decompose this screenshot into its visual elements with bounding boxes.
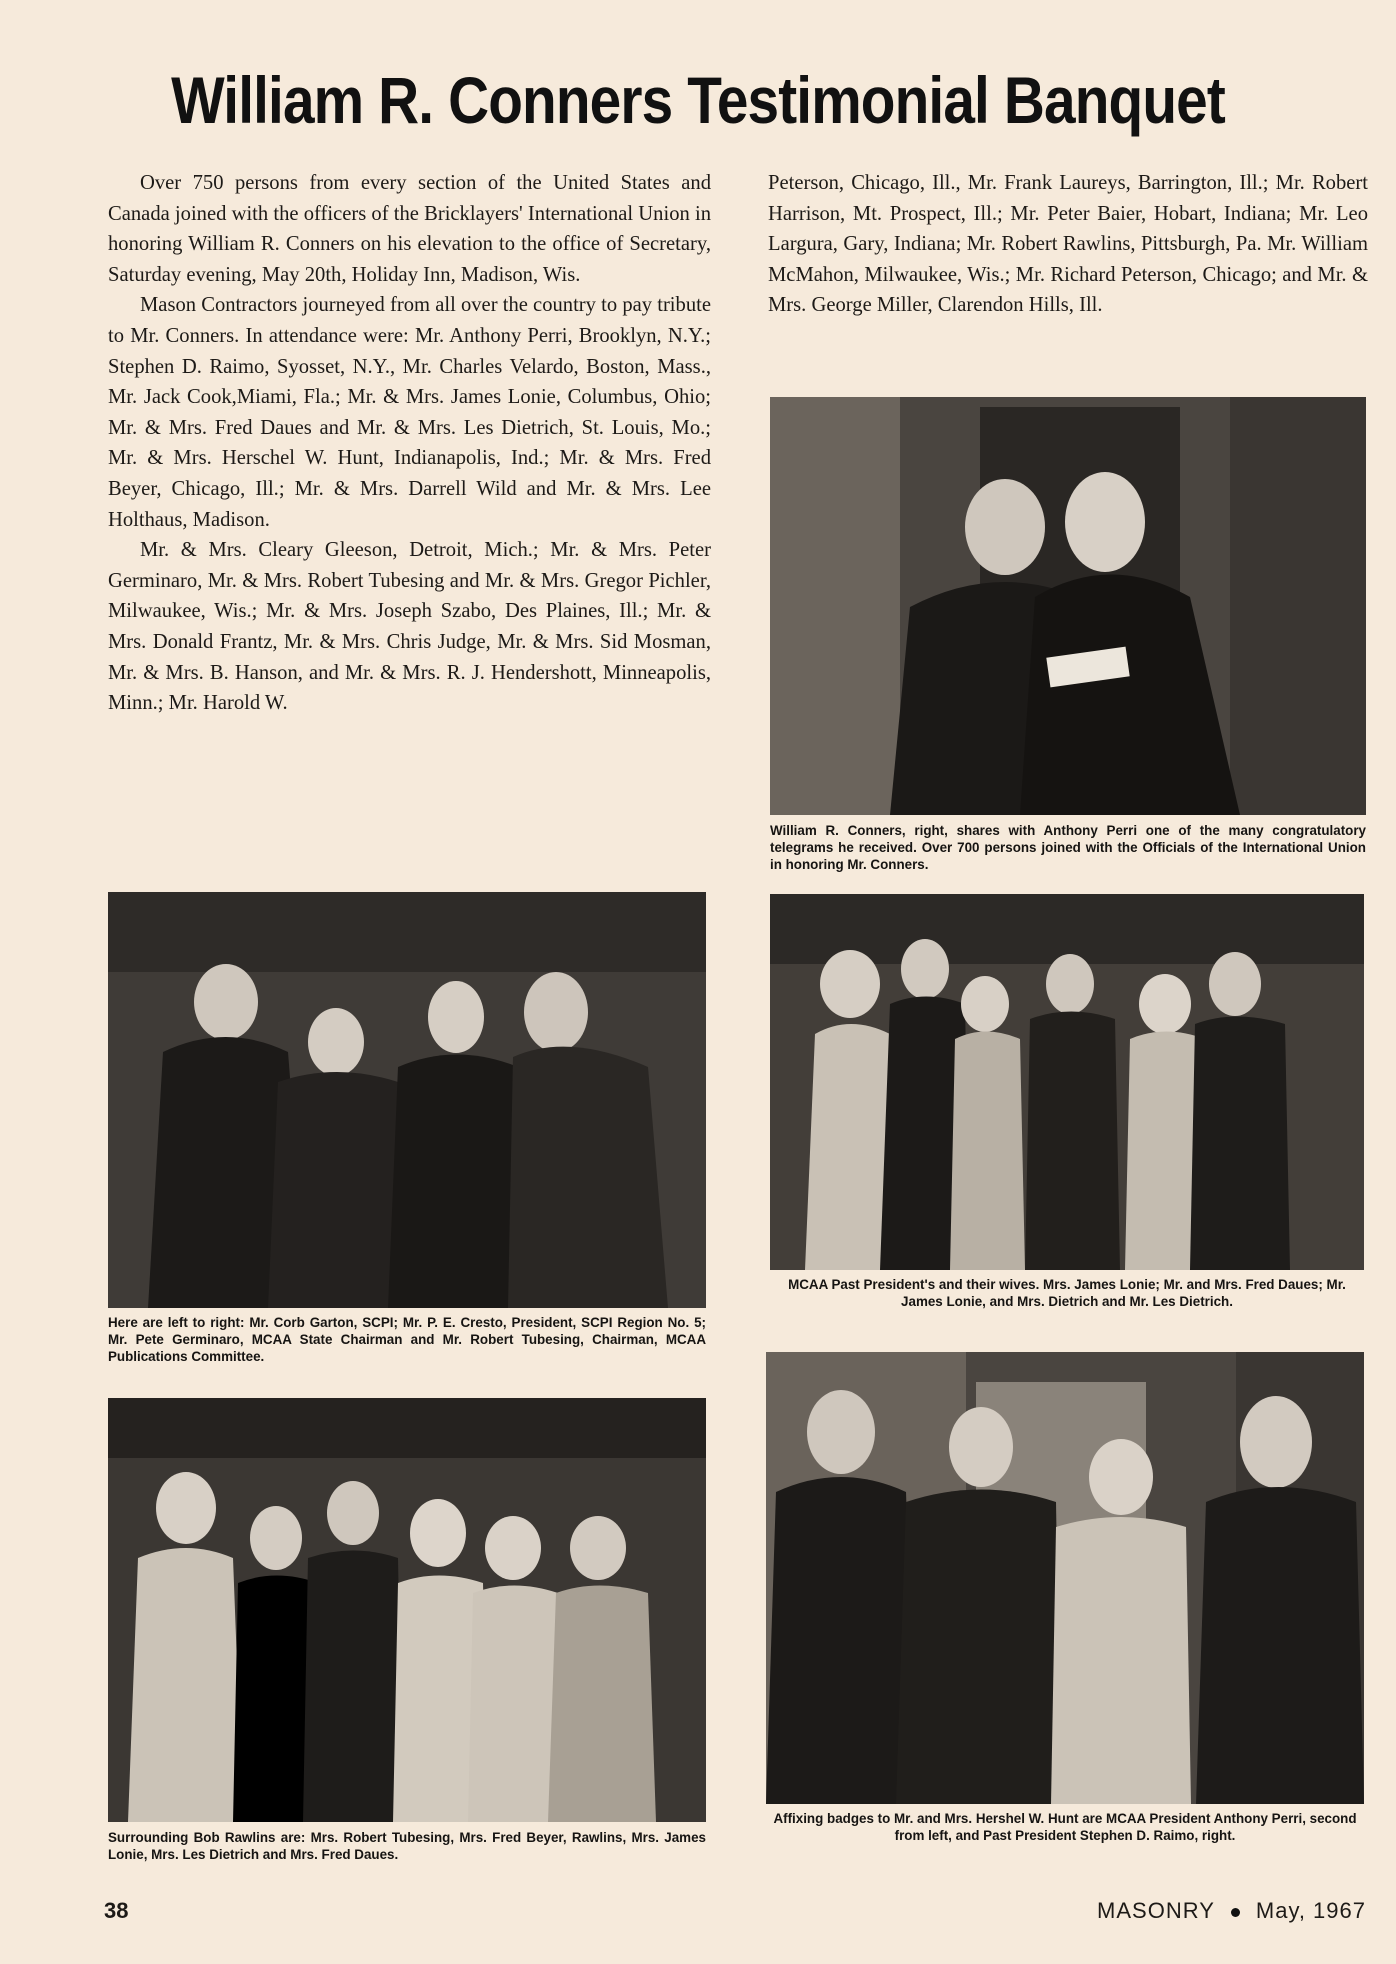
photo-conners-perri-telegram [770,397,1366,815]
paragraph-1: Over 750 persons from every section of the United States and Canada joined with the officers of the Bricklayers' International Union in honoring William R. Conners on his elevation to the office of Secretary, Saturday evening, May 20th, Holiday Inn, Madison, Wis. [108,172,711,286]
paragraph-2: Mason Contractors journeyed from all over the country to pay tribute to Mr. Conners. In attendance were: Mr. Anthony Perri, Brooklyn, N.Y.; Stephen D. Raimo, Syosset, N.Y., Mr. Charles Velardo, Boston, Mass., Mr. Jack Cook,Miami, Fla.; Mr. & Mrs. James Lonie, Columbus, Ohio; Mr. & Mrs. Fred Daues and Mr. & Mrs. Les Dietrich, St. Louis, Mo.; Mr. & Mrs. Herschel W. Hunt, Indianapolis, Ind.; Mr. & Mrs. Fred Beyer, Chicago, Ill.; Mr. & Mrs. Darrell Wild and Mr. & Mrs. Lee Holthaus, Madison. [108,294,711,531]
paragraph-3: Mr. & Mrs. Cleary Gleeson, Detroit, Mich.; Mr. & Mrs. Peter Germinaro, Mr. & Mrs. Robert Tubesing and Mr. & Mrs. Gregor Pichler, Milwaukee, Wis.; Mr. & Mrs. Joseph Szabo, Des Plaines, Ill.; Mr. & Mrs. Donald Frantz, Mr. & Mrs. Chris Judge, Mr. & Mrs. Sid Mosman, Mr. & Mrs. B. Hanson, and Mr. & Mrs. R. J. Hendershott, Minneapolis, Minn.; Mr. Harold W. [108,539,711,715]
page-number: 38 [104,1898,129,1923]
issue-date: May, 1967 [1255,1898,1366,1923]
bullet-icon [1231,1908,1240,1917]
footer-masthead [1097,1898,1366,1924]
magazine-name: MASONRY [1097,1898,1215,1923]
article-right-column [768,168,1368,321]
photo-corb-garton-group [108,892,706,1308]
photo-affixing-badges [766,1352,1364,1804]
caption-photo-1: William R. Conners, right, shares with Anthony Perri one of the many congratulatory telegrams he received. Over 700 persons joined with the Officials of the International Union in honoring Mr. Conners. [770,823,1366,873]
photo-past-presidents-wives [770,894,1364,1270]
caption-photo-3: MCAA Past President's and their wives. Mrs. James Lonie; Mr. and Mrs. Fred Daues; Mr. James Lonie, and Mrs. Dietrich and Mr. Les Dietrich. [788,1277,1346,1310]
paragraph-4: Peterson, Chicago, Ill., Mr. Frank Laureys, Barrington, Ill.; Mr. Robert Harrison, Mt. Prospect, Ill.; Mr. Peter Baier, Hobart, Indiana; Mr. Leo Largura, Gary, Indiana; Mr. Robert Rawlins, Pittsburgh, Pa. Mr. William McMahon, Milwaukee, Wis.; Mr. Richard Peterson, Chicago; and Mr. & Mrs. George Miller, Clarendon Hills, Ill. [768,172,1368,317]
photo-surrounding-bob-rawlins [108,1398,706,1822]
page-title: William R. Conners Testimonial Banquet [171,63,1225,137]
article-left-column [108,168,711,719]
caption-photo-2: Here are left to right: Mr. Corb Garton, SCPI; Mr. P. E. Cresto, President, SCPI Region No. 5; Mr. Pete Germinaro, MCAA State Chairman and Mr. Robert Tubesing, Chairman, MCAA Publications Committee. [108,1315,706,1365]
caption-photo-4: Surrounding Bob Rawlins are: Mrs. Robert Tubesing, Mrs. Fred Beyer, Rawlins, Mrs. James Lonie, Mrs. Les Dietrich and Mrs. Fred Daues. [108,1830,706,1863]
caption-photo-5: Affixing badges to Mr. and Mrs. Hershel W. Hunt are MCAA President Anthony Perri, second from left, and Past President Stephen D. Raimo, right. [773,1811,1357,1844]
